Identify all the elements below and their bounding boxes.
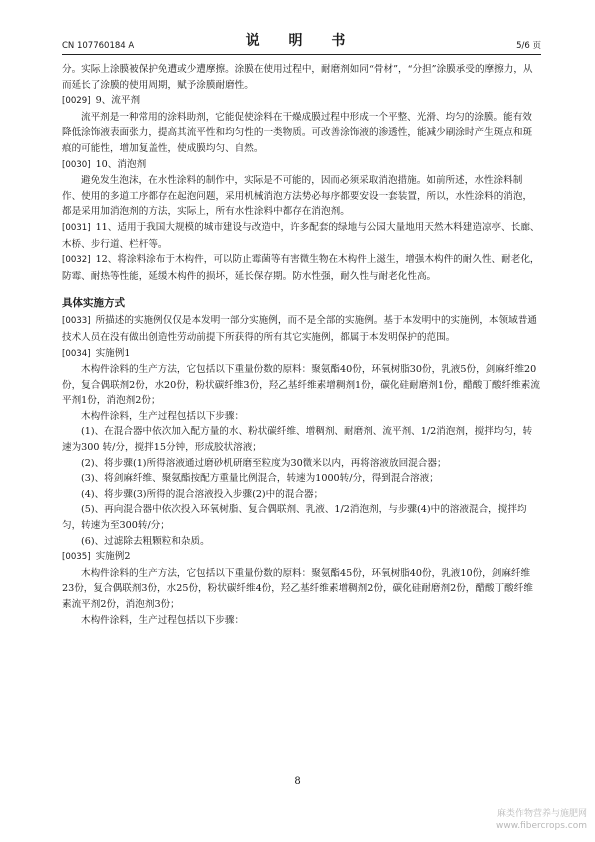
- paragraph: [62, 93, 541, 110]
- paragraph-text: 避免发生泡沫，在水性涂料的制作中，实际是不可能的，因而必须采取消泡措施。如前所述，水性涂料制作、使用的多道工序都存在起泡问题，采用机械消泡方法势必每序都要安设一套装置，所以，水性涂料的消泡，都是采用加消泡剂的方法，实际上，所有水性涂料中都存在消泡剂。: [62, 175, 533, 218]
- paragraph-text: 10、消泡剂: [95, 158, 147, 170]
- page-number: 8: [294, 776, 301, 787]
- paragraph: [62, 424, 541, 455]
- document-header: [62, 32, 541, 55]
- page-reference: 5/6 页: [516, 41, 541, 51]
- paragraph-text: (3)、将剑麻纤维、聚氨酯按配方重量比例混合，转速为1000转/分，得到混合溶液；: [81, 473, 439, 485]
- paragraph: [62, 362, 541, 409]
- paragraph: [62, 487, 541, 503]
- paragraph-text: 9、流平剂: [95, 95, 141, 107]
- paragraph: [62, 409, 541, 425]
- paragraph-text: 木构件涂料的生产方法，它包括以下重量份数的原料：聚氨酯45份，环氧树脂40份，乳液10份，剑麻纤维23份，复合偶联剂3份，水25份，粉状碳纤维4份，羟乙基纤维素增稠剂2份，碳化硅耐磨剂2份，醋酸丁酸纤维素流平剂2份，消泡剂3份；: [62, 567, 533, 610]
- paragraph-text: (1)、在混合器中依次加入配方量的水、粉状碳纤维、增稠剂、耐磨剂、流平剂、1/2消泡剂，搅拌均匀，转速为300 转/分，搅拌15分钟，形成胶状溶液；: [62, 426, 533, 454]
- document-body: [62, 62, 541, 628]
- watermark: [496, 808, 587, 832]
- paragraph-text: (5)、再向混合器中依次投入环氧树脂、复合偶联剂、乳液、1/2消泡剂，与步骤(4)中的溶液混合，搅拌均匀，转速为至300转/分；: [62, 504, 527, 532]
- paragraph-text: 实施例2: [95, 551, 131, 563]
- paragraph-text: 分。实际上涂膜被保护免遭或少遭摩擦。涂膜在使用过程中，耐磨剂如同“骨材”，“分担”涂膜承受的摩擦力，从而延长了涂膜的使用周期，赋予涂膜耐磨性。: [62, 64, 533, 91]
- paragraph-group-intro: [62, 62, 541, 284]
- paragraph-text: 木构件涂料的生产方法，它包括以下重量份数的原料：聚氨酯40份，环氧树脂30份，乳液5份，剑麻纤维20份，复合偶联剂2份，水20份，粉状碳纤维3份，羟乙基纤维素增稠剂1份，碳化硅耐磨剂1份，醋酸丁酸纤维素流平剂1份，消泡剂2份；: [62, 364, 540, 407]
- section-heading: 具体实施方式: [62, 297, 125, 310]
- paragraph: [62, 471, 541, 487]
- paragraph: [62, 613, 541, 629]
- paragraph: [62, 456, 541, 472]
- page-title: 说 明 书: [245, 33, 358, 49]
- paragraph-text: (2)、将步骤(1)所得溶液通过磨砂机研磨至粒度为30微米以内，再将溶液放回混合器；: [81, 457, 447, 469]
- watermark-title: 麻类作物营养与施肥网: [496, 809, 587, 819]
- paragraph: [62, 220, 541, 252]
- paragraph-text: 木构件涂料，生产过程包括以下步骤：: [81, 614, 245, 626]
- paragraph-number: [0029]: [62, 96, 91, 107]
- paragraph-text: 11、适用于我国大规模的城市建设与改造中，许多配套的绿地与公园大量地用天然木料建造凉亭、长廊、木桥、步行道、栏杆等。: [62, 221, 540, 250]
- paragraph-number: [0032]: [62, 255, 91, 266]
- paragraph-number: [0034]: [62, 348, 91, 359]
- paragraph-text: (4)、将步骤(3)所得的混合溶液投入步骤(2)中的混合器；: [81, 488, 324, 500]
- paragraph: [62, 534, 541, 550]
- paragraph: [62, 157, 541, 174]
- paragraph-number: [0031]: [62, 222, 91, 233]
- paragraph-text: 木构件涂料，生产过程包括以下步骤：: [81, 410, 245, 422]
- paragraph-text: 流平剂是一种常用的涂料助剂，它能促使涂料在干燥成膜过程中形成一个平整、光滑、均匀的涂膜。能有效降低涂饰液表面张力，提高其流平性和均匀性的一类物质。可改善涂饰液的渗透性，能减少刷涂时产生斑点和斑痕的可能性，增加复盖性，使成膜均匀、自然。: [62, 111, 533, 154]
- paragraph: [62, 110, 541, 157]
- paragraph: [62, 62, 541, 93]
- paragraph: [62, 566, 541, 613]
- paragraph-number: [0030]: [62, 159, 91, 170]
- paragraph: [62, 173, 541, 220]
- paragraph: [62, 313, 541, 345]
- paragraph-text: 12、将涂料涂布于木构件，可以防止霉菌等有害微生物在木构件上滋生，增强木构件的耐久性、耐老化，防霉、耐热等性能，延缓木构件的损坏，延长保存期。防水性强，耐久性与耐老化性高。: [62, 254, 540, 282]
- paragraph-text: 所描述的实施例仅仅是本发明一部分实施例，而不是全部的实施例。基于本发明中的实施例，本领域普通技术人员在没有做出创造性劳动前提下所获得的所有其它实施例，都属于本发明保护的范围。: [62, 315, 537, 343]
- paragraph-number: [0035]: [62, 552, 91, 563]
- paragraph: [62, 549, 541, 566]
- paragraph-number: [0033]: [62, 316, 91, 327]
- paragraph-text: (6)、过滤除去粗颗粒和杂质。: [81, 535, 210, 547]
- paragraph: [62, 346, 541, 363]
- patent-number: CN 107760184 A: [62, 41, 135, 51]
- paragraph: [62, 502, 541, 533]
- paragraph: [62, 252, 541, 284]
- paragraph-text: 实施例1: [95, 347, 131, 359]
- watermark-url: www.fibercrops.com: [496, 821, 587, 831]
- paragraph-group-embodiments: [62, 313, 541, 628]
